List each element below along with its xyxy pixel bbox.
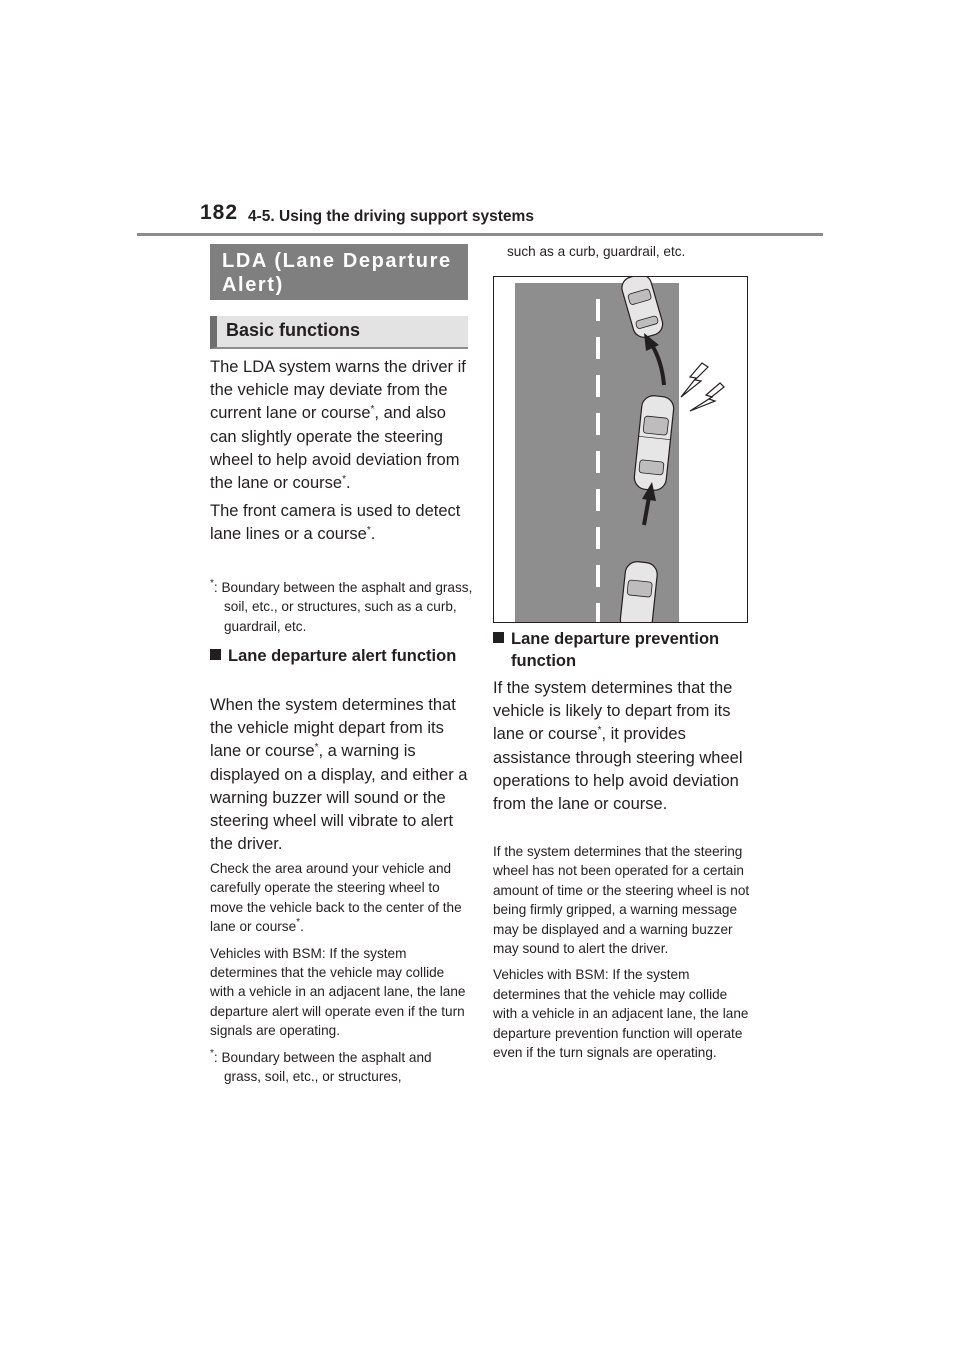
square-bullet-icon [493, 632, 504, 643]
lane-alert-heading: Lane departure alert function [210, 645, 486, 667]
header-rule [137, 233, 823, 236]
intro-text [210, 356, 472, 547]
intro-paragraph-2: The front camera is used to detect lane lines or a course*. [210, 502, 461, 544]
intro-paragraph-1: The LDA system warns the driver if the vehicle may deviate from the current lane or course*, and also can slightly operate the steering wheel to help avoid deviation from the lane or course*. [210, 358, 466, 493]
lane-alert-footnote: *: Boundary between the asphalt and grass, soil, etc., or structures, [210, 1047, 432, 1085]
lane-prevention-bsm-note: Vehicles with BSM: If the system determines that the vehicle may collide with a vehicle in an adjacent lane, the lane departure prevention function will operate even if the turn signals are operating. [493, 967, 749, 1061]
lane-alert-bsm-note: Vehicles with BSM: If the system determines that the vehicle may collide with a vehicle in an adjacent lane, the lane departure alert will operate even if the turn signals are operating. [210, 945, 466, 1039]
vibration-icon [681, 363, 724, 411]
section-header: 4-5. Using the driving support systems [248, 208, 534, 225]
page-title: LDA (Lane Departure Alert) [210, 244, 468, 300]
lane-alert-notes [210, 859, 468, 1086]
lane-alert-caution: Check the area around your vehicle and carefully operate the steering wheel to move the vehicle back to the center of the lane or course*. [210, 861, 462, 935]
footnote-continued: such as a curb, guardrail, etc. [507, 244, 686, 259]
lane-divider [596, 299, 600, 622]
lane-alert-text: When the system determines that the vehicle might depart from its lane or course*, a warning is displayed on a display, and either a warning buzzer will sound or the steering wheel will vibrate to alert the driver. [210, 696, 468, 854]
road-edge-line [679, 283, 683, 622]
section-subtitle: Basic functions [210, 316, 468, 349]
lane-prevention-text: If the system determines that the vehicle is likely to depart from its lane or course*, it provides assistance through steering wheel operations to help avoid deviation from the lane or course. [493, 679, 743, 814]
lane-prevention-warning-note: If the system determines that the steering wheel has not been operated for a certain amount of time or the steering wheel is not being firmly gripped, a warning message may be displayed and a warning buzzer may sound to alert the driver. [493, 844, 750, 957]
page-number: 182 [200, 201, 239, 224]
intro-footnote: *: Boundary between the asphalt and grass, soil, etc., or structures, such as a curb, guardrail, etc. [210, 578, 473, 634]
lane-prevention-heading: Lane departure prevention function [493, 628, 771, 672]
lane-departure-figure [493, 276, 748, 623]
road-illustration [494, 277, 747, 622]
lane-prevention-notes [493, 842, 751, 1062]
square-bullet-icon [210, 649, 221, 660]
